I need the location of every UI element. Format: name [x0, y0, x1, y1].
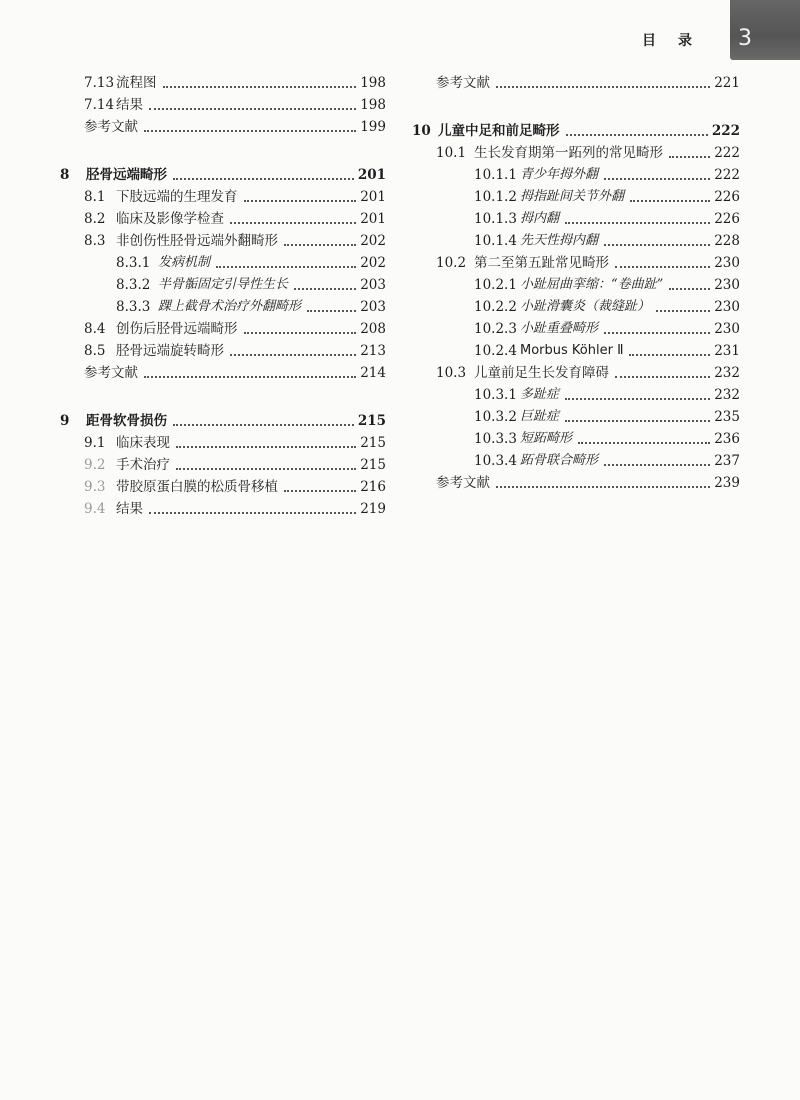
- toc-leader-dots: [173, 177, 354, 180]
- toc-entry-title: 拇指趾间关节外翻: [520, 189, 625, 204]
- toc-subsection-entry[interactable]: [412, 186, 740, 208]
- toc-entry-title: 带胶原蛋白膜的松质骨移植: [116, 479, 278, 495]
- toc-entry-page: 219: [360, 501, 386, 517]
- toc-entry-page: 228: [714, 233, 740, 249]
- toc-entry-page: 208: [360, 321, 386, 337]
- toc-section-entry[interactable]: [60, 454, 386, 476]
- toc-subsection-entry[interactable]: [412, 450, 740, 472]
- toc-section-entry[interactable]: [60, 432, 386, 454]
- toc-entry-title: Morbus Köhler Ⅱ: [520, 343, 624, 358]
- toc-leader-dots: [565, 221, 710, 224]
- toc-entry-page: 239: [714, 475, 740, 491]
- toc-entry-page: 226: [714, 189, 740, 205]
- toc-leader-dots: [149, 107, 356, 110]
- toc-entry-number: 10: [412, 123, 431, 139]
- toc-entry-title: 临床表现: [116, 435, 170, 451]
- toc-entry-page: 214: [360, 365, 386, 381]
- toc-entry-number: 10.2.3: [474, 321, 517, 337]
- toc-entry-number: 10.3.1: [474, 387, 517, 403]
- toc-entry-page: 215: [360, 457, 386, 473]
- toc-entry-number: 9.2: [84, 457, 106, 473]
- toc-entry-number: 10.1.2: [474, 189, 517, 205]
- toc-entry-page: 198: [360, 97, 386, 113]
- toc-leader-dots: [604, 331, 710, 334]
- toc-leader-dots: [629, 353, 710, 356]
- toc-entry-title: 先天性拇内翻: [520, 233, 599, 248]
- toc-entry-number: 8.4: [84, 321, 106, 337]
- toc-entry-page: 202: [360, 233, 386, 249]
- page-number: 3: [738, 26, 752, 51]
- toc-entry-title: 参考文献: [84, 119, 138, 135]
- toc-leader-dots: [284, 489, 356, 492]
- toc-entry-title: 下肢远端的生理发育: [116, 189, 238, 205]
- toc-entry-number: 10.3: [436, 365, 467, 381]
- toc-entry-title: 距骨软骨损伤: [86, 413, 167, 429]
- toc-section-entry[interactable]: [60, 208, 386, 230]
- toc-leader-dots: [565, 397, 710, 400]
- toc-section-entry[interactable]: [60, 476, 386, 498]
- toc-entry-number: 10.2: [436, 255, 467, 271]
- page-header: [0, 0, 800, 66]
- toc-entry-page: 215: [357, 413, 386, 429]
- toc-entry-page: 201: [360, 189, 386, 205]
- toc-entry-title: 儿童前足生长发育障碍: [474, 365, 609, 381]
- toc-entry-number: 8.3.2: [116, 277, 151, 293]
- toc-subsection-entry[interactable]: [412, 296, 740, 318]
- toc-entry-title: 青少年拇外翻: [520, 167, 599, 182]
- toc-leader-dots: [163, 85, 357, 88]
- toc-entry-number: 10.1: [436, 145, 467, 161]
- toc-references-entry[interactable]: [60, 116, 386, 138]
- toc-spacer: [60, 138, 386, 152]
- toc-entry-number: 8: [60, 167, 70, 183]
- toc-leader-dots: [244, 331, 357, 334]
- toc-entry-number: 10.3.3: [474, 431, 517, 447]
- toc-subsection-entry[interactable]: [60, 274, 386, 296]
- toc-entry-number: 8.3: [84, 233, 106, 249]
- toc-entry-title: 结果: [116, 97, 143, 113]
- toc-subsection-entry[interactable]: [412, 318, 740, 340]
- toc-leader-dots: [244, 199, 357, 202]
- toc-leader-dots: [604, 177, 710, 180]
- toc-entry-page: 216: [360, 479, 386, 495]
- toc-entry-number: 8.1: [84, 189, 106, 205]
- toc-section-entry[interactable]: [412, 252, 740, 274]
- toc-section-entry[interactable]: [60, 72, 386, 94]
- toc-section-entry[interactable]: [60, 340, 386, 362]
- toc-section-entry[interactable]: [412, 142, 740, 164]
- toc-subsection-entry[interactable]: [412, 384, 740, 406]
- toc-leader-dots: [144, 129, 356, 132]
- toc-entry-page: 203: [360, 277, 386, 293]
- toc-chapter-entry[interactable]: [60, 164, 386, 186]
- toc-entry-title: 手术治疗: [116, 457, 170, 473]
- toc-subsection-entry[interactable]: [412, 274, 740, 296]
- toc-entry-title: 第二至第五趾常见畸形: [474, 255, 609, 271]
- toc-entry-title: 巨趾症: [520, 409, 560, 424]
- toc-leader-dots: [656, 309, 710, 312]
- toc-entry-number: 7.14: [84, 97, 115, 113]
- toc-leader-dots: [615, 375, 710, 378]
- toc-entry-number: 9: [60, 413, 70, 429]
- toc-subsection-entry[interactable]: [412, 340, 740, 362]
- toc-spacer: [412, 94, 740, 108]
- toc-entry-title: 多趾症: [520, 387, 560, 402]
- toc-entry-title: 结果: [116, 501, 143, 517]
- toc-leader-dots: [615, 265, 710, 268]
- toc-entry-number: 8.2: [84, 211, 106, 227]
- toc-entry-page: 222: [714, 145, 740, 161]
- toc-subsection-entry[interactable]: [60, 296, 386, 318]
- toc-section-entry[interactable]: [60, 498, 386, 520]
- toc-references-entry[interactable]: [412, 72, 740, 94]
- toc-entry-number: 8.5: [84, 343, 106, 359]
- toc-entry-page: 237: [714, 453, 740, 469]
- toc-entry-title: 短跖畸形: [520, 431, 573, 446]
- toc-leader-dots: [565, 419, 710, 422]
- toc-entry-title: 小趾屈曲挛缩：“卷曲趾”: [520, 277, 664, 292]
- toc-entry-page: 199: [360, 119, 386, 135]
- toc-leader-dots: [630, 199, 710, 202]
- toc-leader-dots: [149, 511, 356, 514]
- header-title: 目录: [642, 33, 714, 49]
- toc-leader-dots: [578, 441, 710, 444]
- toc-chapter-entry[interactable]: [60, 410, 386, 432]
- toc-entry-page: 222: [714, 167, 740, 183]
- toc-leader-dots: [284, 243, 356, 246]
- toc-section-entry[interactable]: [60, 186, 386, 208]
- toc-subsection-entry[interactable]: [412, 230, 740, 252]
- toc-leader-dots: [604, 243, 710, 246]
- toc-entry-page: 201: [360, 211, 386, 227]
- toc-leader-dots: [669, 287, 710, 290]
- toc-entry-number: 9.4: [84, 501, 106, 517]
- toc-entry-title: 跖骨联合畸形: [520, 453, 599, 468]
- toc-entry-title: 参考文献: [436, 475, 490, 491]
- toc-entry-title: 非创伤性胫骨远端外翻畸形: [116, 233, 278, 249]
- toc-entry-title: 临床及影像学检查: [116, 211, 224, 227]
- toc-entry-number: 9.3: [84, 479, 106, 495]
- toc-entry-title: 胫骨远端旋转畸形: [116, 343, 224, 359]
- toc-entry-title: 半骨骺固定引导性生长: [158, 277, 289, 292]
- toc-entry-page: 235: [714, 409, 740, 425]
- toc-entry-title: 流程图: [116, 75, 157, 91]
- toc-entry-number: 7.13: [84, 75, 115, 91]
- toc-left-column: [60, 72, 386, 520]
- toc-entry-title: 生长发育期第一跖列的常见畸形: [474, 145, 663, 161]
- toc-entry-page: 236: [714, 431, 740, 447]
- toc-leader-dots: [230, 353, 356, 356]
- toc-entry-title: 发病机制: [158, 255, 211, 270]
- toc-entry-title: 儿童中足和前足畸形: [438, 123, 560, 139]
- toc-entry-number: 10.3.2: [474, 409, 517, 425]
- toc-entry-title: 胫骨远端畸形: [86, 167, 167, 183]
- toc-entry-title: 参考文献: [84, 365, 138, 381]
- toc-chapter-entry[interactable]: [412, 120, 740, 142]
- toc-section-entry[interactable]: [60, 94, 386, 116]
- toc-leader-dots: [566, 133, 708, 136]
- toc-entry-page: 221: [714, 75, 740, 91]
- toc-leader-dots: [496, 85, 710, 88]
- toc-subsection-entry[interactable]: [412, 208, 740, 230]
- toc-entry-number: 10.1.3: [474, 211, 517, 227]
- toc-subsection-entry[interactable]: [412, 164, 740, 186]
- toc-leader-dots: [173, 423, 354, 426]
- toc-entry-page: 215: [360, 435, 386, 451]
- toc-entry-page: 230: [714, 321, 740, 337]
- toc-entry-page: 231: [714, 343, 740, 359]
- toc-entry-page: 226: [714, 211, 740, 227]
- toc-references-entry[interactable]: [412, 472, 740, 494]
- toc-entry-number: 10.2.1: [474, 277, 517, 293]
- toc-entry-page: 202: [360, 255, 386, 271]
- toc-entry-page: 198: [360, 75, 386, 91]
- toc-entry-title: 创伤后胫骨远端畸形: [116, 321, 238, 337]
- toc-entry-title: 小趾滑囊炎（裁缝趾）: [520, 299, 651, 314]
- toc-entry-page: 203: [360, 299, 386, 315]
- toc-entry-page: 213: [360, 343, 386, 359]
- toc-entry-page: 230: [714, 255, 740, 271]
- toc-entry-title: 拇内翻: [520, 211, 560, 226]
- toc-entry-number: 8.3.1: [116, 255, 151, 271]
- toc-entry-title: 踝上截骨术治疗外翻畸形: [158, 299, 302, 314]
- toc-entry-page: 222: [711, 123, 740, 139]
- toc-entry-number: 10.1.1: [474, 167, 517, 183]
- toc-entry-number: 10.1.4: [474, 233, 517, 249]
- toc-entry-page: 230: [714, 299, 740, 315]
- toc-subsection-entry[interactable]: [60, 252, 386, 274]
- toc-section-entry[interactable]: [60, 230, 386, 252]
- toc-section-entry[interactable]: [60, 318, 386, 340]
- toc-entry-number: 10.2.4: [474, 343, 517, 359]
- toc-right-column: [412, 72, 740, 494]
- toc-entry-title: 小趾重叠畸形: [520, 321, 599, 336]
- toc-leader-dots: [669, 155, 710, 158]
- toc-entry-page: 232: [714, 365, 740, 381]
- page-number-tab: [730, 0, 800, 60]
- toc-leader-dots: [216, 265, 356, 268]
- toc-subsection-entry[interactable]: [412, 406, 740, 428]
- toc-entry-page: 230: [714, 277, 740, 293]
- toc-entry-title: 参考文献: [436, 75, 490, 91]
- toc-leader-dots: [144, 375, 356, 378]
- toc-leader-dots: [294, 287, 356, 290]
- toc-leader-dots: [307, 309, 356, 312]
- toc-entry-page: 201: [357, 167, 386, 183]
- toc-section-entry[interactable]: [412, 362, 740, 384]
- toc-spacer: [60, 384, 386, 398]
- toc-leader-dots: [176, 445, 356, 448]
- toc-leader-dots: [230, 221, 356, 224]
- toc-references-entry[interactable]: [60, 362, 386, 384]
- toc-entry-number: 10.3.4: [474, 453, 517, 469]
- toc-subsection-entry[interactable]: [412, 428, 740, 450]
- toc-entry-page: 232: [714, 387, 740, 403]
- toc-entry-number: 10.2.2: [474, 299, 517, 315]
- toc-leader-dots: [604, 463, 710, 466]
- toc-entry-number: 8.3.3: [116, 299, 151, 315]
- toc-leader-dots: [176, 467, 356, 470]
- toc-entry-number: 9.1: [84, 435, 106, 451]
- toc-leader-dots: [496, 485, 710, 488]
